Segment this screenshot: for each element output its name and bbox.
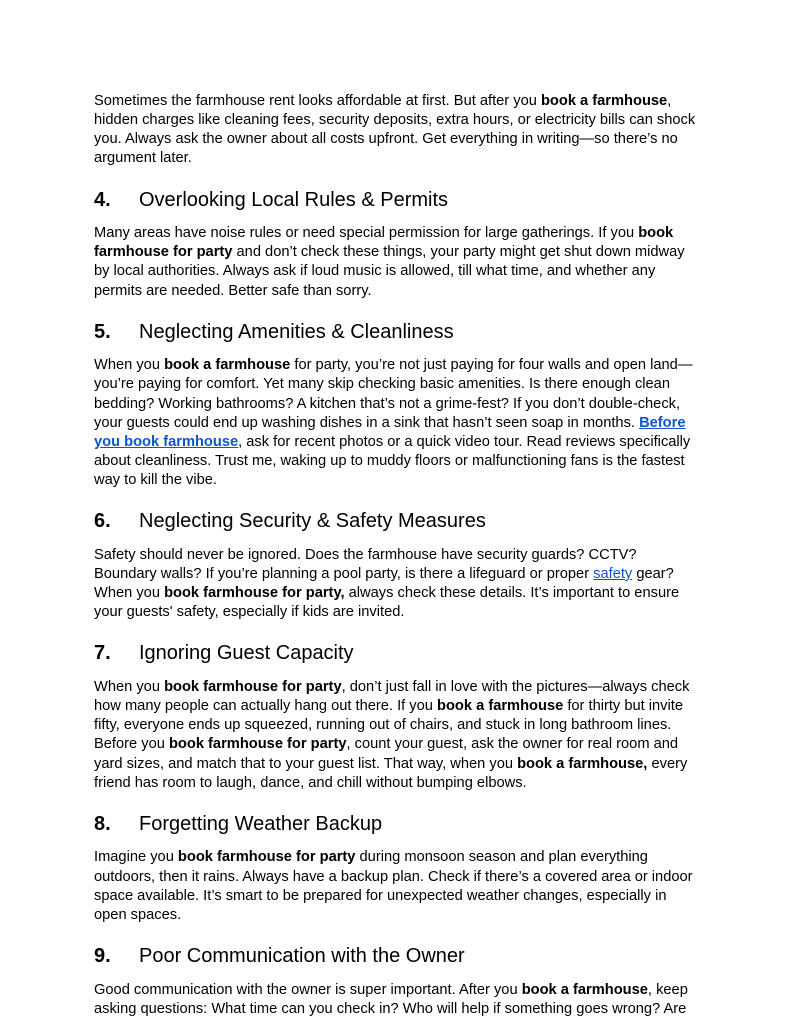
section-title: Ignoring Guest Capacity [139,642,354,665]
section-number: 4. [94,188,111,211]
bold-text: book a farmhouse [437,698,564,715]
bold-text: book a farmhouse, [517,755,648,772]
body-text: When you [94,357,165,374]
section-title: Poor Communication with the Owner [139,945,465,968]
bold-text: book farmhouse for party [177,849,356,866]
body-text: Sometimes the farmhouse rent looks affordable at first. But after you [94,93,541,109]
body-text: , hidden charges like cleaning fees, security deposits, extra hours, or electricity bills can shock you. Always ask the owner about all costs upfront. Get everything in writing—so there’s no argument later. [94,93,696,167]
body-text: , count your guest, ask the owner for real room and yard sizes, and match that to your guest list. That way, when you [94,736,679,772]
section-number: 5. [94,320,111,343]
section-heading [94,945,698,969]
section-heading [94,813,698,837]
section-title: Forgetting Weather Backup [139,812,383,835]
body-text: , ask for recent photos or a quick video tour. Read reviews specifically about cleanliness. Trust me, waking up to muddy floors or malfunctioning fans is the fastest way to kill the vibe. [94,433,691,489]
bold-text: book a farmhouse [164,357,291,374]
inline-link[interactable]: safety [593,566,633,583]
sections [94,189,698,1019]
section-number: 7. [94,642,111,665]
paragraph [94,356,698,490]
section-title: Neglecting Amenities & Cleanliness [139,320,454,343]
body-text: Imagine you [94,849,178,866]
body-text: gear? When you [94,566,674,602]
body-text: , don’t just fall in love with the pictures—always check how many people can actually hang out there. If you [94,679,690,715]
body-text: every friend has room to laugh, dance, and chill without bumping elbows. [94,755,688,791]
bold-text: book farmhouse for party [164,679,342,696]
paragraph [94,981,698,1019]
bold-text: book farmhouse for party [168,736,347,753]
body-text: for party, you’re not just paying for four walls and open land—you’re paying for comfort. Yet many skip checking basic amenities. Is there enough clean bedding? Working bathrooms? A kitchen that’s not a grime-fest? If you don’t double-check, your guests could end up washing dishes in a sink that hasn’t seen soap in months. [94,357,693,431]
bold-text: book a farmhouse [521,981,648,998]
body-text: Good communication with the owner is super important. After you [94,981,522,998]
section-number: 8. [94,812,111,835]
document-content [94,92,698,1019]
body-text: during monsoon season and plan everything outdoors, then it rains. Always have a backup plan. Check if there’s a covered area or indoor space available. It’s smart to be prepared for unexpected weather changes, especially in open spaces. [94,849,693,923]
bold-text: book farmhouse for party [94,225,674,261]
paragraph [94,848,698,925]
body-text: , keep asking questions: What time can you check in? Who will help if something goes wrong? Are [94,981,688,1017]
paragraph [94,678,698,793]
bold-text: book a farmhouse [540,93,668,109]
inline-link[interactable]: Before you book farmhouse [94,414,686,450]
body-text: for thirty but invite fifty, everyone ends up squeezed, running out of chairs, and stuck in long bathroom lines. Before you [94,698,683,753]
section-number: 9. [94,945,111,968]
body-text: Safety should never be ignored. Does the farmhouse have security guards? CCTV? Boundary walls? If you’re planning a pool party, is there a lifeguard or proper [94,546,637,583]
paragraph [94,224,698,301]
intro-paragraph [94,92,698,169]
body-text: When you [94,679,165,696]
section-number: 6. [94,510,111,533]
section-heading [94,642,698,666]
paragraph [94,546,698,623]
section-heading [94,321,698,345]
body-text: Many areas have noise rules or need special permission for large gatherings. If you [94,225,639,242]
section-title: Neglecting Security & Safety Measures [139,510,486,533]
section-heading [94,189,698,213]
section-title: Overlooking Local Rules & Permits [139,188,449,211]
body-text: always check these details. It’s important to ensure your guests' safety, especially if kids are invited. [94,585,680,621]
section-heading [94,510,698,534]
body-text: and don’t check these things, your party might get shut down midway by local authorities. Always ask if loud music is allowed, till what time, and whether any permits are needed. Better safe than sorry. [94,244,685,299]
bold-text: book farmhouse for party, [164,585,345,602]
